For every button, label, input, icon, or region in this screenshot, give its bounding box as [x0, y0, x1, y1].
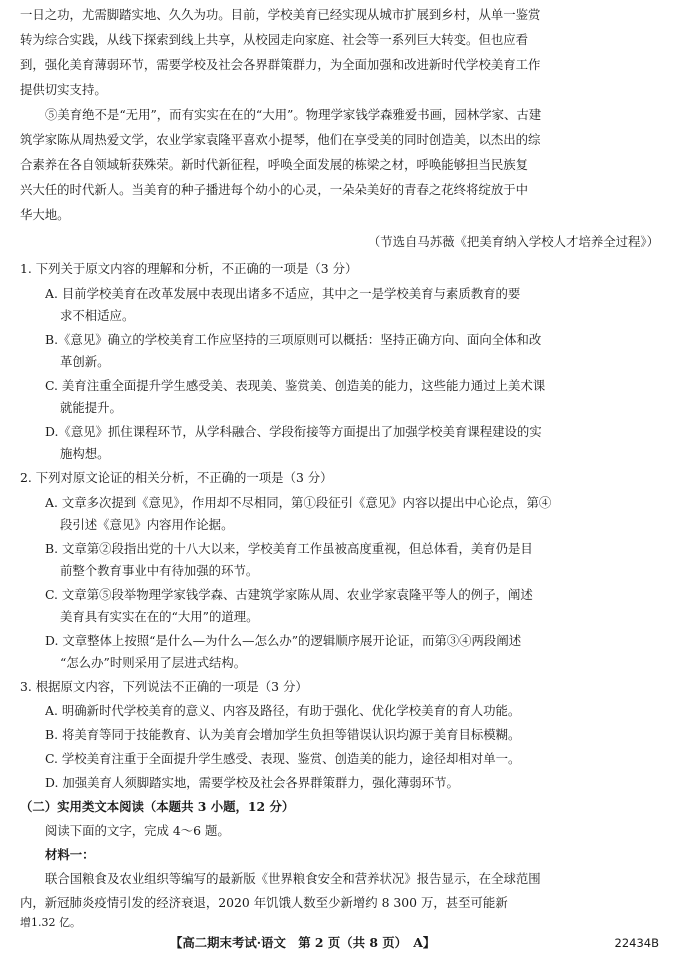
question-2-option-b-cont: 前整个教育事业中有待加强的环节。: [60, 563, 259, 578]
passage-line: 提供切实支持。: [20, 82, 107, 97]
question-1-option-b: B.《意见》确立的学校美育工作应坚持的三项原则可以概括：坚持正确方向、面向全体和改: [45, 332, 542, 347]
page-footer: [0, 932, 677, 954]
question-3-stem: 3. 根据原文内容，下列说法不正确的一项是（3 分）: [20, 679, 308, 694]
passage-line: 转为综合实践，从线下探索到线上共享，从校园走向家庭、社会等一系列巨大转变。但也应看: [20, 32, 529, 47]
passage-line: 兴大任的时代新人。当美育的种子播进每个幼小的心灵，一朵朵美好的青春之花终将绽放于中: [20, 182, 529, 197]
passage-line: 一日之功，尤需脚踏实地、久久为功。目前，学校美育已经实现从城市扩展到乡村，从单一鉴赏: [20, 7, 541, 22]
material-line: 内，新冠肺炎疫情引发的经济衰退，2020 年饥饿人数至少新增约 8 300 万，甚至可能新: [20, 895, 508, 910]
section-heading: （二）实用类文本阅读（本题共 3 小题，12 分）: [20, 799, 295, 814]
question-3-option-b: B. 将美育等同于技能教育、认为美育会增加学生负担等错误认识均源于美育目标模糊。: [45, 727, 521, 742]
passage-line: ⑤美育绝不是“无用”，而有实实在在的“大用”。物理学家钱学森雅爱书画，园林学家、古建: [45, 107, 542, 122]
question-2-option-a: A. 文章多次提到《意见》，作用却不尽相同，第①段征引《意见》内容以提出中心论点，第④: [45, 495, 552, 510]
section-instruction: 阅读下面的文字，完成 4～6 题。: [45, 823, 230, 838]
material-line: 联合国粮食及农业组织等编写的最新版《世界粮食安全和营养状况》报告显示，在全球范围: [45, 871, 541, 886]
footer-code: 22434B: [614, 936, 659, 950]
question-2-option-a-cont: 段引述《意见》内容用作论据。: [60, 517, 234, 532]
material-label: 材料一：: [45, 847, 95, 862]
question-3-option-d: D. 加强美育人须脚踏实地，需要学校及社会各界群策群力，强化薄弱环节。: [45, 775, 459, 790]
question-2-option-d: D. 文章整体上按照“是什么—为什么—怎么办”的逻辑顺序展开论证，而第③④两段阐述: [45, 633, 522, 648]
question-1-option-a: A. 目前学校美育在改革发展中表现出诸多不适应，其中之一是学校美育与素质教育的要: [45, 286, 521, 301]
question-1-stem: 1. 下列关于原文内容的理解和分析，不正确的一项是（3 分）: [20, 261, 358, 276]
question-1-option-c-cont: 就能提升。: [60, 400, 122, 415]
question-2-option-d-cont: “怎么办”时则采用了层进式结构。: [60, 655, 247, 670]
question-2-option-b: B. 文章第②段指出党的十八大以来，学校美育工作虽被高度重视，但总体看，美育仍是目: [45, 541, 533, 556]
question-2-option-c: C. 文章第⑤段举物理学家钱学森、古建筑学家陈从周、农业学家袁隆平等人的例子，阐述: [45, 587, 533, 602]
question-1-option-a-cont: 求不相适应。: [60, 308, 135, 323]
question-3-option-a: A. 明确新时代学校美育的意义、内容及路径，有助于强化、优化学校美育的育人功能。: [45, 703, 521, 718]
passage-source: （节选自马苏薇《把美育纳入学校人才培养全过程》）: [367, 234, 659, 249]
question-3-option-c: C. 学校美育注重于全面提升学生感受、表现、鉴赏、创造美的能力，途径却相对单一。: [45, 751, 521, 766]
passage-line: 华大地。: [20, 207, 70, 222]
question-2-option-c-cont: 美育具有实实在在的“大用”的道理。: [60, 609, 259, 624]
footer-title: 【高二期末考试·语文 第 2 页（共 8 页） A】: [170, 935, 436, 950]
passage-line: 筑学家陈从周热爱文学，农业学家袁隆平喜欢小提琴，他们在享受美的同时创造美，以杰出的综: [20, 132, 541, 147]
material-line: 增1.32 亿。: [20, 916, 81, 929]
question-1-option-d: D.《意见》抓住课程环节，从学科融合、学段衔接等方面提出了加强学校美育课程建设的实: [45, 424, 542, 439]
question-1-option-b-cont: 革创新。: [60, 354, 110, 369]
passage-line: 合素养在各自领域斩获殊荣。新时代新征程，呼唤全面发展的栋梁之材，呼唤能够担当民族复: [20, 157, 529, 172]
question-1-option-c: C. 美育注重全面提升学生感受美、表现美、鉴赏美、创造美的能力，这些能力通过上美术课: [45, 378, 546, 393]
passage-line: 到，强化美育薄弱环节，需要学校及社会各界群策群力，为全面加强和改进新时代学校美育工作: [20, 57, 541, 72]
question-2-stem: 2. 下列对原文论证的相关分析，不正确的一项是（3 分）: [20, 470, 333, 485]
question-1-option-d-cont: 施构想。: [60, 446, 110, 461]
